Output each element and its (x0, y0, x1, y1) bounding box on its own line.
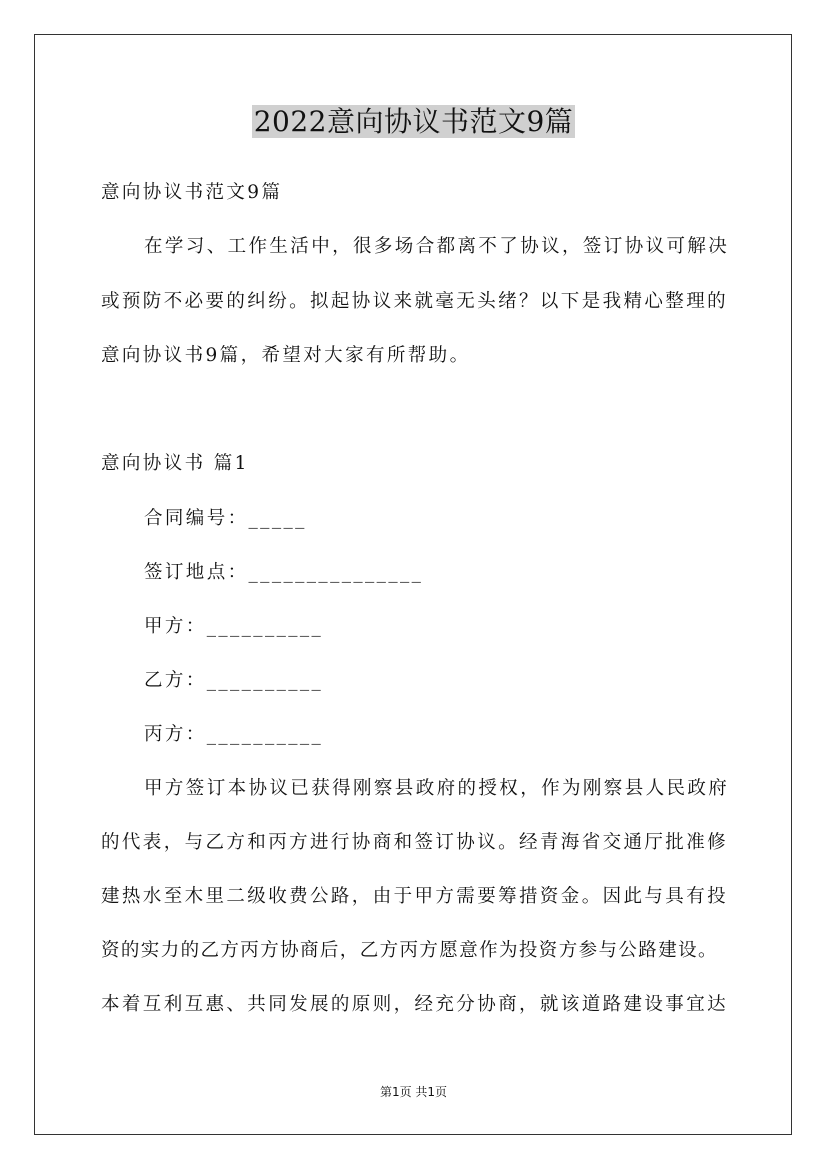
field-party-a (144, 612, 323, 642)
document-subtitle: 意向协议书范文9篇 (101, 182, 283, 203)
field-label: 甲方： (144, 616, 207, 637)
intro-line-1: 在学习、工作生活中，很多场合都离不了协议，签订协议可解决 (144, 236, 730, 257)
field-contract-number (144, 504, 307, 534)
document-title (0, 100, 827, 144)
section-heading: 意向协议书 篇1 (101, 453, 249, 474)
field-label: 签订地点： (144, 562, 249, 583)
field-blank: _______________ (248, 562, 424, 583)
field-blank: __________ (206, 724, 324, 745)
page-footer: 第1页 共1页 (379, 1085, 448, 1099)
intro-line-2: 或预防不必要的纠纷。拟起协议来就毫无头绪？以下是我精心整理的 (101, 291, 729, 312)
body-line-4: 资的实力的乙方丙方协商后，乙方丙方愿意作为投资方参与公路建设。 (101, 940, 718, 961)
field-label: 乙方： (144, 670, 207, 691)
field-signing-place (144, 558, 423, 588)
document-title-text: 2022意向协议书范文9篇 (253, 105, 574, 138)
field-blank: __________ (206, 670, 324, 691)
field-label: 合同编号： (144, 508, 249, 529)
body-line-3: 建热水至木里二级收费公路，由于甲方需要筹措资金。因此与具有投 (101, 886, 729, 907)
field-label: 丙方： (144, 724, 207, 745)
field-party-b (144, 666, 323, 696)
intro-line-3: 意向协议书9篇，希望对大家有所帮助。 (101, 345, 471, 366)
field-blank: __________ (206, 616, 324, 637)
field-party-c (144, 720, 323, 750)
body-line-1: 甲方签订本协议已获得刚察县政府的授权，作为刚察县人民政府 (144, 778, 730, 799)
body-line-2: 的代表，与乙方和丙方进行协商和签订协议。经青海省交通厅批准修 (101, 832, 729, 853)
body-line-5: 本着互利互惠、共同发展的原则，经充分协商，就该道路建设事宜达 (101, 994, 729, 1015)
field-blank: _____ (248, 508, 307, 529)
